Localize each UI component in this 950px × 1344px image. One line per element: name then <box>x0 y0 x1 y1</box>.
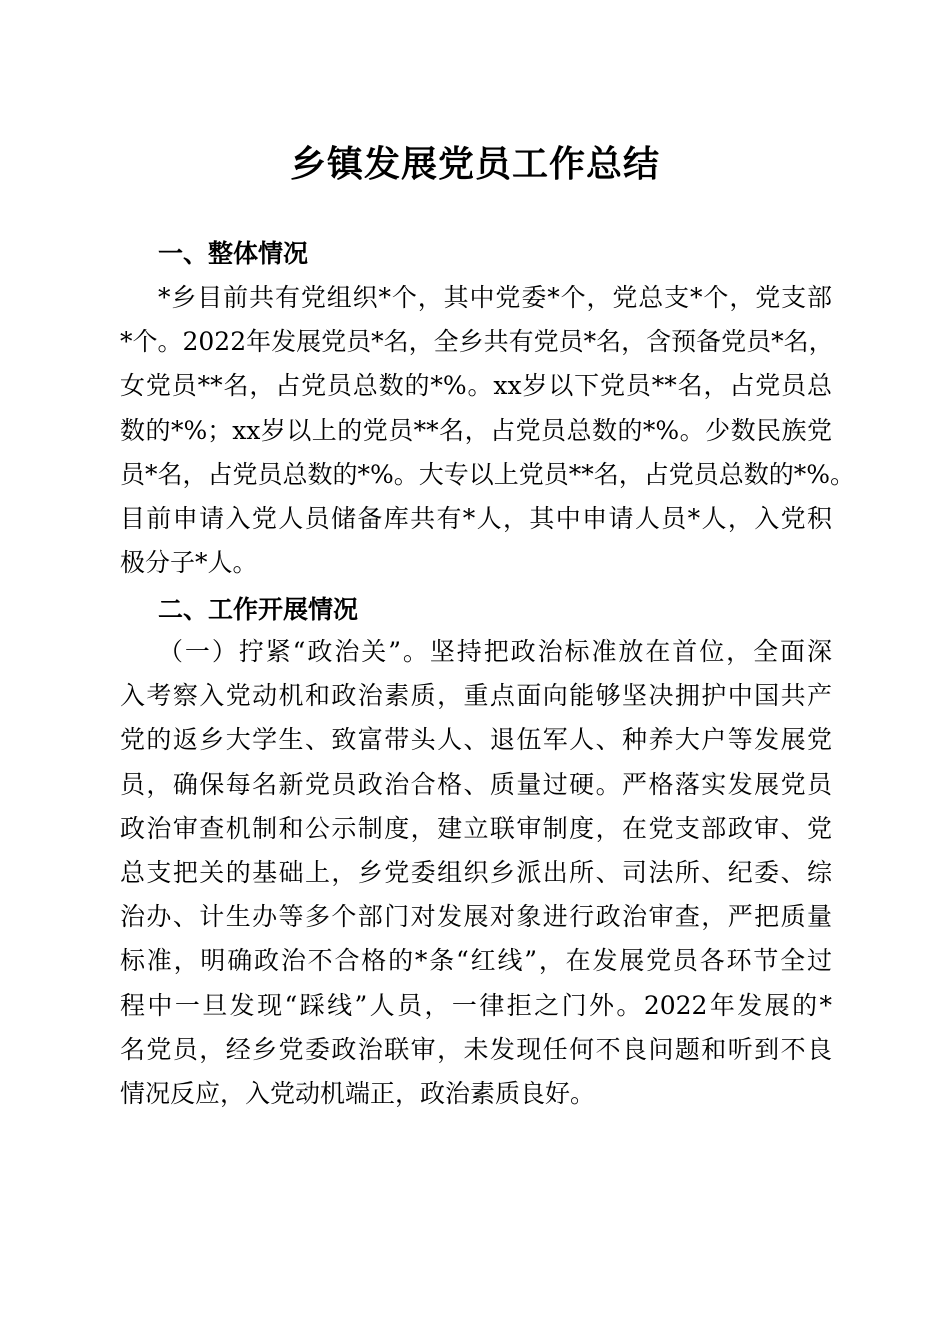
text-line: *个。2022年发展党员*名，全乡共有党员*名，含预备党员*名， <box>120 327 834 357</box>
text-line: 员*名，占党员总数的*%。大专以上党员**名，占党员总数的*%。 <box>120 459 856 489</box>
text-line: 数的*%；xx岁以上的党员**名，占党员总数的*%。少数民族党 <box>120 415 832 445</box>
text-line: 程中一旦发现“踩线”人员，一律拒之门外。2022年发展的* <box>120 990 832 1020</box>
text-line: *乡目前共有党组织*个，其中党委*个，党总支*个，党支部 <box>158 283 832 312</box>
text-line: 极分子*人。 <box>120 548 258 578</box>
text-line: 政治审查机制和公示制度，建立联审制度，在党支部政审、党 <box>120 813 832 843</box>
text-line: 总支把关的基础上，乡党委组织乡派出所、司法所、纪委、综 <box>120 857 832 887</box>
section-heading-overview: 一、整体情况 <box>158 239 309 268</box>
text-line: 员，确保每名新党员政治合格、质量过硬。严格落实发展党员 <box>120 769 832 799</box>
text-line: 治办、计生办等多个部门对发展对象进行政治审查，严把质量 <box>120 902 832 932</box>
text-line: 党的返乡大学生、致富带头人、退伍军人、种养大户等发展党 <box>120 725 832 755</box>
text-line: 情况反应，入党动机端正，政治素质良好。 <box>120 1078 596 1108</box>
text-line: 名党员，经乡党委政治联审，未发现任何不良问题和听到不良 <box>120 1034 832 1064</box>
paragraph-overview <box>120 276 856 585</box>
paragraph-political-check <box>120 630 832 1116</box>
document-title: 乡镇发展党员工作总结 <box>289 143 660 185</box>
text-line: （一）拧紧“政治关”。坚持把政治标准放在首位，全面深 <box>158 637 832 666</box>
text-line: 目前申请入党人员储备库共有*人，其中申请人员*人，入党积 <box>120 503 832 533</box>
text-line: 入考察入党动机和政治素质，重点面向能够坚决拥护中国共产 <box>120 681 832 711</box>
section-heading-work: 二、工作开展情况 <box>158 595 359 624</box>
text-line: 标准，明确政治不合格的*条“红线”，在发展党员各环节全过 <box>120 946 832 976</box>
text-line: 女党员**名，占党员总数的*%。xx岁以下党员**名，占党员总 <box>120 371 832 401</box>
